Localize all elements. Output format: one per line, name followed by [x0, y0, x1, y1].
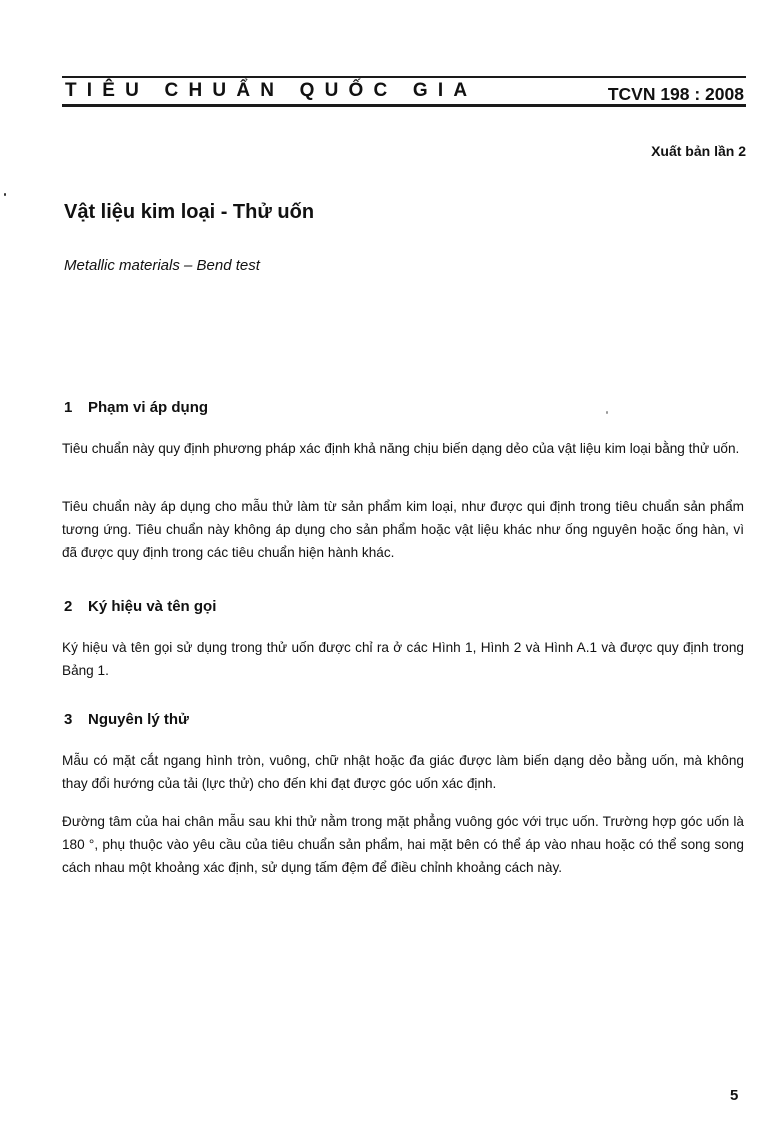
header-rule-top: [62, 76, 746, 78]
paragraph: Mẫu có mặt cắt ngang hình tròn, vuông, chữ nhật hoặc đa giác được làm biến dạng dẻo bằng uốn, mà không thay đổi hướng của tải (lực thử) cho đến khi đạt được góc uốn xác định.: [62, 753, 744, 791]
section-heading-scope: [64, 399, 208, 416]
paragraph: Tiêu chuẩn này quy định phương pháp xác định khả năng chịu biến dạng dẻo của vật liệu kim loại bằng thử uốn.: [62, 441, 740, 456]
section-number: 3: [64, 711, 73, 728]
section-title: Phạm vi áp dụng: [88, 399, 209, 416]
edition-label: Xuất bản lần 2: [651, 143, 746, 159]
section-heading-symbols: [64, 598, 216, 615]
section-title: Nguyên lý thử: [88, 711, 189, 728]
page-number: 5: [730, 1087, 739, 1104]
scan-speck: [606, 411, 608, 414]
paragraph: Tiêu chuẩn này áp dụng cho mẫu thử làm từ sản phẩm kim loại, như được qui định trong tiêu chuẩn sản phẩm tương ứng. Tiêu chuẩn này không áp dụng cho sản phẩm hoặc vật liệu khác như ống nguyên hoặc ống hàn, vì đã được quy định trong các tiêu chuẩn hiện hành khác.: [62, 499, 744, 560]
section-title: Ký hiệu và tên gọi: [88, 598, 217, 615]
scan-speck: [4, 193, 6, 196]
document-subtitle: Metallic materials – Bend test: [64, 257, 260, 274]
section-heading-principle: [64, 711, 189, 728]
paragraph: Ký hiệu và tên gọi sử dụng trong thử uốn được chỉ ra ở các Hình 1, Hình 2 và Hình A.1 và được quy định trong Bảng 1.: [62, 640, 744, 678]
paragraph: Đường tâm của hai chân mẫu sau khi thử nằm trong mặt phẳng vuông góc với trục uốn. Trường hợp góc uốn là 180 °, phụ thuộc vào yêu cầu của tiêu chuẩn sản phẩm, hai mặt bên có thể áp vào nhau hoặc có thể song song cách nhau một khoảng xác định, sử dụng tấm đệm để điều chỉnh khoảng cách này.: [62, 814, 744, 875]
standard-label: TIÊU CHUẨN QUỐC GIA: [65, 80, 478, 101]
section-number: 2: [64, 598, 73, 615]
document-title: Vật liệu kim loại - Thử uốn: [64, 201, 315, 223]
standard-code: TCVN 198 : 2008: [607, 84, 744, 104]
header-rule-bottom: [62, 104, 746, 107]
section-number: 1: [64, 399, 73, 416]
